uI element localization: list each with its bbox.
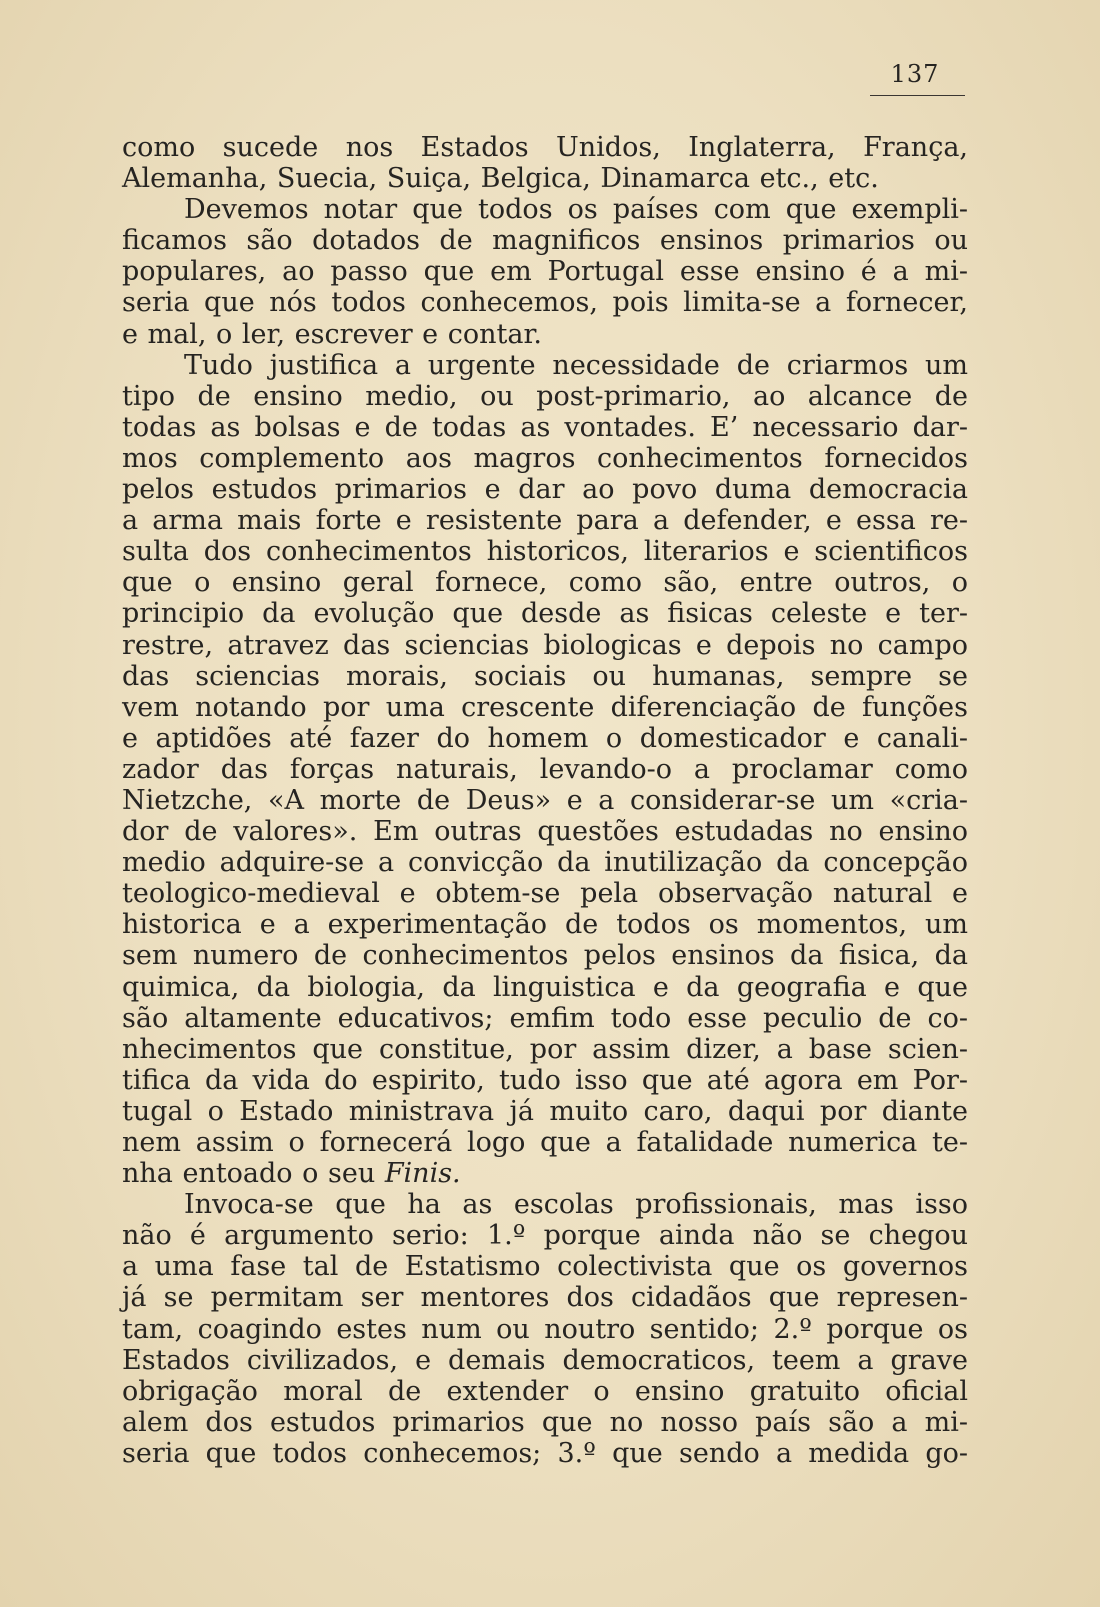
text-line bbox=[122, 412, 968, 443]
text-line bbox=[122, 598, 968, 629]
text-line-content: Nietzche, «A morte de Deus» e a considerar-se um «cria- bbox=[122, 784, 968, 816]
text-line bbox=[122, 1127, 968, 1158]
text-line bbox=[122, 1376, 968, 1407]
text-line-content: seria que nós todos conhecemos, pois limita-se a fornecer, bbox=[122, 287, 968, 319]
text-line-content: Tudo justifica a urgente necessidade de criarmos um bbox=[184, 349, 968, 381]
text-line bbox=[122, 1189, 968, 1220]
text-line-content: tifica da vida do espirito, tudo isso que até agora em Por- bbox=[122, 1064, 968, 1096]
text-line bbox=[122, 692, 968, 723]
text-line bbox=[122, 132, 968, 163]
text-line bbox=[122, 1345, 968, 1376]
text-line bbox=[122, 878, 968, 909]
text-line bbox=[122, 474, 968, 505]
text-line-content: Alemanha, Suecia, Suiça, Belgica, Dinamarca etc., etc. bbox=[122, 163, 879, 195]
text-line bbox=[122, 225, 968, 256]
text-line-content: sem numero de conhecimentos pelos ensinos da fisica, da bbox=[122, 940, 968, 972]
text-line bbox=[122, 163, 968, 194]
text-line-content: ficamos são dotados de magnificos ensinos primarios ou bbox=[122, 225, 968, 257]
text-line bbox=[122, 1282, 968, 1313]
text-line-content: Estados civilizados, e demais democraticos, teem a grave bbox=[122, 1344, 968, 1376]
text-line bbox=[122, 567, 968, 598]
text-line-content: restre, atravez das sciencias biologicas e depois no campo bbox=[122, 629, 968, 661]
text-line-content: vem notando por uma crescente diferenciação de funções bbox=[122, 691, 968, 723]
text-line bbox=[122, 1003, 968, 1034]
text-line-content: medio adquire-se a convicção da inutilização da concepção bbox=[122, 847, 968, 879]
text-line-content: nha entoado o seu bbox=[122, 1158, 376, 1190]
text-line bbox=[122, 1034, 968, 1065]
text-line bbox=[122, 1065, 968, 1096]
text-line bbox=[122, 536, 968, 567]
text-line bbox=[122, 754, 968, 785]
text-line-content: historica e a experimentação de todos os momentos, um bbox=[122, 909, 968, 941]
text-line-content: que o ensino geral fornece, como são, entre outros, o bbox=[122, 567, 968, 599]
text-line bbox=[122, 194, 968, 225]
text-line-content: tam, coagindo estes num ou noutro sentido; 2.º porque os bbox=[122, 1313, 968, 1345]
text-line-content: mos complemento aos magros conhecimentos fornecidos bbox=[122, 442, 968, 474]
text-line-content: das sciencias morais, sociais ou humanas, sempre se bbox=[122, 660, 968, 692]
text-line bbox=[122, 287, 968, 318]
text-line-content: tipo de ensino medio, ou post-primario, ao alcance de bbox=[122, 380, 968, 412]
text-line bbox=[122, 723, 968, 754]
text-line-content: pelos estudos primarios e dar ao povo duma democracia bbox=[122, 474, 968, 506]
text-line bbox=[122, 630, 968, 661]
text-line-content: nhecimentos que constitue, por assim dizer, a base scien- bbox=[122, 1033, 968, 1065]
text-line-content: a arma mais forte e resistente para a defender, e essa re- bbox=[122, 505, 968, 537]
text-line-content: já se permitam ser mentores dos cidadãos que represen- bbox=[122, 1282, 968, 1314]
text-line bbox=[122, 972, 968, 1003]
body-text bbox=[122, 132, 968, 1469]
text-line-content: tugal o Estado ministrava já muito caro, daqui por diante bbox=[122, 1095, 968, 1127]
text-line-content: Invoca-se que ha as escolas profissionais, mas isso bbox=[184, 1189, 968, 1221]
text-line-content: obrigação moral de extender o ensino gratuito oficial bbox=[122, 1375, 968, 1407]
text-line bbox=[122, 1158, 968, 1189]
text-line-content: a uma fase tal de Estatismo colectivista que os governos bbox=[122, 1251, 968, 1283]
text-line-content: nem assim o fornecerá logo que a fatalidade numerica te- bbox=[122, 1127, 968, 1158]
text-line-content: alem dos estudos primarios que no nosso país são a mi- bbox=[122, 1406, 968, 1438]
text-line-content: dor de valores». Em outras questões estudadas no ensino bbox=[122, 816, 968, 848]
text-line-content: e mal, o ler, escrever e contar. bbox=[122, 318, 542, 350]
text-line bbox=[122, 1438, 968, 1469]
text-line bbox=[122, 350, 968, 381]
text-line bbox=[122, 785, 968, 816]
text-line bbox=[122, 1220, 968, 1251]
text-line bbox=[122, 661, 968, 692]
text-line-content: zador das forças naturais, levando-o a proclamar como bbox=[122, 753, 968, 785]
text-line bbox=[122, 443, 968, 474]
text-line bbox=[122, 1407, 968, 1438]
text-line-content: sulta dos conhecimentos historicos, literarios e scientificos bbox=[122, 536, 968, 568]
text-line-content: Devemos notar que todos os países com que exempli- bbox=[184, 194, 968, 226]
text-line-content: são altamente educativos; emfim todo esse peculio de co- bbox=[122, 1002, 968, 1034]
text-line bbox=[122, 940, 968, 971]
text-line bbox=[122, 1314, 968, 1345]
text-line bbox=[122, 1096, 968, 1127]
text-line-content: todas as bolsas e de todas as vontades. E’ necessario dar- bbox=[122, 411, 968, 443]
text-line bbox=[122, 256, 968, 287]
text-line bbox=[122, 847, 968, 878]
italic-word: Finis. bbox=[384, 1158, 461, 1190]
text-line-content: e aptidões até fazer do homem o domesticador e canali- bbox=[122, 722, 968, 754]
text-line-content: teologico-medieval e obtem-se pela observação natural e bbox=[122, 878, 968, 910]
text-line bbox=[122, 505, 968, 536]
text-line-content: populares, ao passo que em Portugal esse ensino é a mi- bbox=[122, 256, 968, 288]
text-line-content: seria que todos conhecemos; 3.º que sendo a medida go- bbox=[122, 1437, 968, 1469]
page-number: 137 bbox=[890, 60, 940, 88]
page-number-rule bbox=[870, 95, 965, 96]
text-line-content: quimica, da biologia, da linguistica e da geografia e que bbox=[122, 971, 968, 1003]
text-line bbox=[122, 1251, 968, 1282]
text-line-content: não é argumento serio: 1.º porque ainda não se chegou bbox=[122, 1220, 968, 1252]
text-line bbox=[122, 381, 968, 412]
text-line bbox=[122, 816, 968, 847]
text-line bbox=[122, 909, 968, 940]
text-line bbox=[122, 319, 968, 350]
text-line-content: como sucede nos Estados Unidos, Inglaterra, França, bbox=[122, 132, 968, 163]
text-line-content: principio da evolução que desde as fisicas celeste e ter- bbox=[122, 598, 968, 630]
